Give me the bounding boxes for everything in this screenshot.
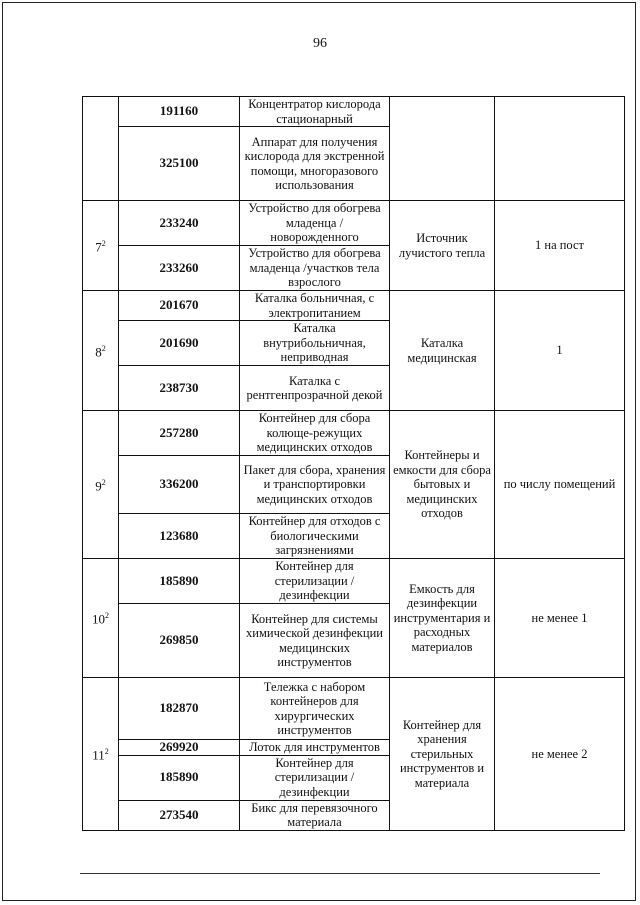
- item-name: Каталка с рентгенпрозрачной декой: [240, 366, 390, 411]
- table-row: [83, 559, 625, 604]
- table-row: [83, 201, 625, 246]
- item-name: Контейнер для сбора колюще-режущих медицинских отходов: [240, 411, 390, 456]
- item-code: 269920: [119, 740, 240, 756]
- item-name: Лоток для инструментов: [240, 740, 390, 756]
- group-number-superscript: 2: [101, 477, 106, 487]
- category-cell: Источник лучистого тепла: [390, 201, 495, 291]
- item-code: 233260: [119, 246, 240, 291]
- group-number-cell: [83, 411, 119, 559]
- group-number-superscript: 2: [104, 746, 109, 756]
- item-code: 257280: [119, 411, 240, 456]
- group-number-superscript: 2: [101, 343, 106, 353]
- category-cell: Емкость для дезинфекции инструментария и расходных материалов: [390, 559, 495, 678]
- category-cell: Каталка медицинская: [390, 291, 495, 411]
- group-number-cell: [83, 559, 119, 678]
- item-code: 123680: [119, 514, 240, 559]
- item-code: 336200: [119, 456, 240, 514]
- item-name: Контейнер для стерилизации /дезинфекции: [240, 559, 390, 604]
- item-code: 273540: [119, 800, 240, 830]
- group-number-cell: [83, 678, 119, 831]
- item-name: Контейнер для стерилизации /дезинфекции: [240, 755, 390, 800]
- bottom-rule: [80, 873, 600, 874]
- item-name: Контейнер для системы химической дезинфекции медицинских инструментов: [240, 604, 390, 678]
- quantity-cell: 1: [495, 291, 625, 411]
- table-row: [83, 411, 625, 456]
- item-name: Тележка с набором контейнеров для хирургических инструментов: [240, 678, 390, 740]
- item-code: 185890: [119, 559, 240, 604]
- table-row: [83, 291, 625, 321]
- item-name: Концентратор кислорода стационарный: [240, 97, 390, 127]
- quantity-cell: не менее 2: [495, 678, 625, 831]
- quantity-cell: 1 на пост: [495, 201, 625, 291]
- group-number-superscript: 2: [101, 238, 106, 248]
- item-code: 238730: [119, 366, 240, 411]
- item-code: 325100: [119, 127, 240, 201]
- item-code: 185890: [119, 755, 240, 800]
- group-number: 8: [95, 343, 102, 359]
- item-code: 191160: [119, 97, 240, 127]
- category-cell: [390, 97, 495, 201]
- group-number-cell: [83, 97, 119, 201]
- item-name: Пакет для сбора, хранения и транспортировки медицинских отходов: [240, 456, 390, 514]
- item-name: Аппарат для получения кислорода для экстренной помощи, многоразового использования: [240, 127, 390, 201]
- quantity-cell: [495, 97, 625, 201]
- item-code: 201670: [119, 291, 240, 321]
- category-cell: Контейнер для хранения стерильных инструментов и материала: [390, 678, 495, 831]
- table-row: [83, 97, 625, 127]
- page-number: 96: [313, 36, 327, 51]
- category-cell: Контейнеры и емкости для сбора бытовых и медицинских отходов: [390, 411, 495, 559]
- item-name: Устройство для обогрева младенца /участков тела взрослого: [240, 246, 390, 291]
- item-name: Устройство для обогрева младенца /новорожденного: [240, 201, 390, 246]
- group-number: 11: [92, 747, 105, 763]
- item-code: 182870: [119, 678, 240, 740]
- group-number: 9: [95, 477, 102, 493]
- item-code: 233240: [119, 201, 240, 246]
- group-number: 10: [92, 611, 105, 627]
- item-code: 269850: [119, 604, 240, 678]
- group-number-cell: [83, 291, 119, 411]
- equipment-table: [82, 96, 625, 831]
- item-name: Контейнер для отходов с биологическими загрязнениями: [240, 514, 390, 559]
- item-name: Каталка внутрибольничная, неприводная: [240, 321, 390, 366]
- group-number-cell: [83, 201, 119, 291]
- table-row: [83, 678, 625, 740]
- quantity-cell: не менее 1: [495, 559, 625, 678]
- item-name: Бикс для перевязочного материала: [240, 800, 390, 830]
- group-number-superscript: 2: [105, 611, 109, 621]
- quantity-cell: по числу помещений: [495, 411, 625, 559]
- group-number: 7: [95, 238, 102, 254]
- item-name: Каталка больничная, с электропитанием: [240, 291, 390, 321]
- item-code: 201690: [119, 321, 240, 366]
